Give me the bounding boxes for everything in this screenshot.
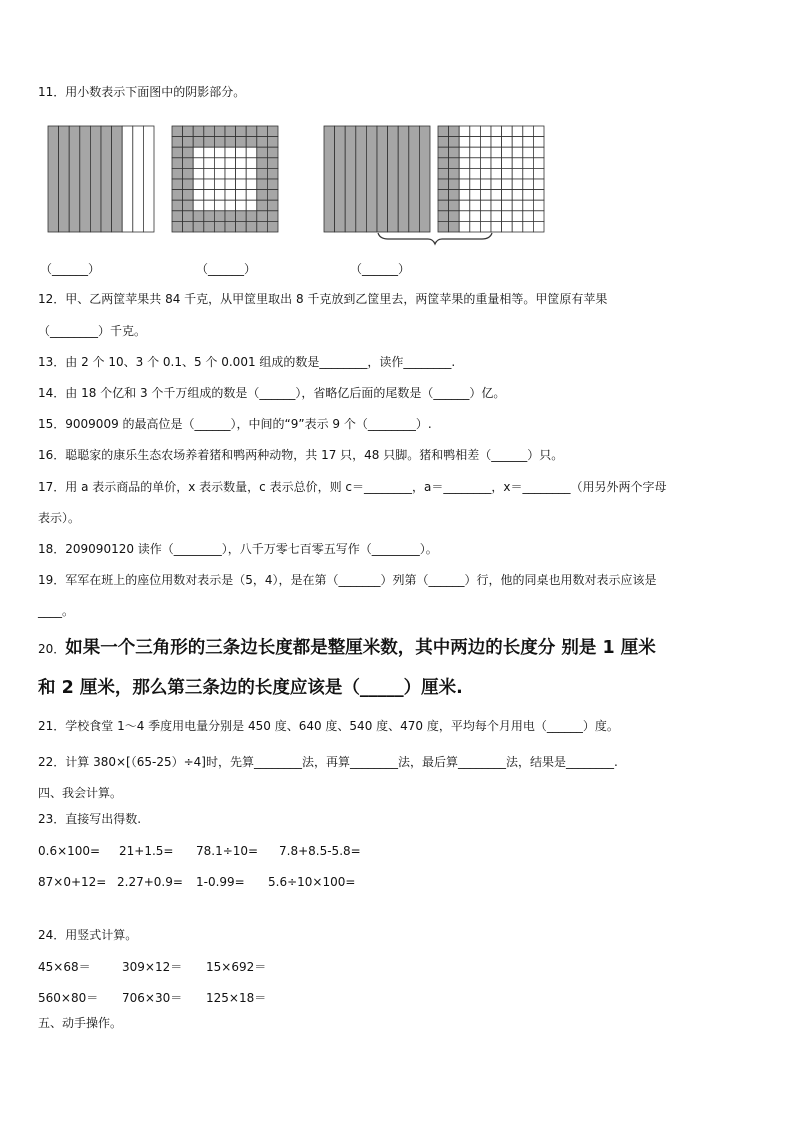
grid-cell <box>193 179 204 190</box>
grid-cell <box>236 221 247 232</box>
grid-cell <box>491 221 502 232</box>
q18-text: 18．209090120 读作（________），八千万零七百零五写作（________）。 <box>38 542 438 556</box>
figure-hundred-grid-1 <box>172 126 278 232</box>
grid-cell <box>512 168 523 179</box>
grid-cell <box>225 190 236 201</box>
grid-cell <box>533 158 544 169</box>
grid-cell <box>193 211 204 222</box>
grid-cell <box>225 179 236 190</box>
grid-cell <box>533 190 544 201</box>
grid-cell <box>502 211 513 222</box>
grid-cell <box>459 179 470 190</box>
grid-cell <box>470 126 481 137</box>
grid-cell <box>523 126 534 137</box>
grid-cell <box>480 158 491 169</box>
grid-cell <box>523 158 534 169</box>
q20-line2: 和 2 厘米，那么第三条边的长度应该是（_____）厘米. <box>38 678 463 698</box>
grid-cell <box>523 221 534 232</box>
grid-cell <box>225 211 236 222</box>
grid-cell <box>512 190 523 201</box>
brace-icon <box>378 233 492 244</box>
grid-cell <box>470 221 481 232</box>
grid-cell <box>470 200 481 211</box>
grid-cell <box>183 221 194 232</box>
grid-cell <box>533 137 544 148</box>
grid-cell <box>257 126 268 137</box>
grid-cell <box>225 158 236 169</box>
grid-cell <box>257 158 268 169</box>
strip-cell <box>419 126 430 232</box>
grid-cell <box>449 137 460 148</box>
grid-cell <box>267 147 278 158</box>
q15-text: 15．9009009 的最高位是（______），中间的“9”表示 9 个（________）. <box>38 417 432 431</box>
grid-cell <box>480 168 491 179</box>
grid-cell <box>193 200 204 211</box>
grid-cell <box>491 137 502 148</box>
grid-cell <box>225 200 236 211</box>
grid-cell <box>204 211 215 222</box>
q23-r1-c2: 21+1.5= <box>119 844 174 858</box>
strip-cell <box>345 126 356 232</box>
grid-cell <box>470 211 481 222</box>
q17-line2: 表示）。 <box>38 511 81 525</box>
grid-cell <box>193 137 204 148</box>
grid-cell <box>204 168 215 179</box>
strip-cell <box>133 126 144 232</box>
figure-column-strips-2 <box>324 126 430 232</box>
grid-cell <box>214 168 225 179</box>
grid-cell <box>470 147 481 158</box>
grid-cell <box>533 179 544 190</box>
grid-cell <box>502 147 513 158</box>
strip-cell <box>101 126 112 232</box>
grid-cell <box>246 147 257 158</box>
grid-cell <box>204 190 215 201</box>
strip-cell <box>59 126 70 232</box>
grid-cell <box>246 179 257 190</box>
grid-cell <box>512 126 523 137</box>
grid-cell <box>246 221 257 232</box>
q16-text: 16．聪聪家的康乐生态农场养着猪和鸭两种动物，共 17 只，48 只脚。猪和鸭相差（______）只。 <box>38 448 564 462</box>
grid-cell <box>459 211 470 222</box>
q24-r2-c2: 706×30＝ <box>122 991 183 1005</box>
q19-line1: 19．军军在班上的座位用数对表示是（5，4），是在第（_______）列第（______）行，他的同桌也用数对表示应该是 <box>38 573 657 587</box>
q24-r2-c3: 125×18＝ <box>206 991 267 1005</box>
grid-cell <box>533 211 544 222</box>
q20-number: 20． <box>38 642 66 656</box>
grid-cell <box>183 147 194 158</box>
q13-text: 13．由 2 个 10、3 个 0.1、5 个 0.001 组成的数是________，读作________. <box>38 355 456 369</box>
grid-cell <box>438 211 449 222</box>
q23-r1-c4: 7.8+8.5-5.8= <box>279 844 361 858</box>
q20-text-1: 如果一个三角形的三条边长度都是整厘米数，其中两边的长度分 别是 1 厘米 <box>65 638 656 658</box>
grid-cell <box>470 179 481 190</box>
grid-cell <box>214 147 225 158</box>
grid-cell <box>193 221 204 232</box>
q17-line1: 17．用 a 表示商品的单价，x 表示数量，c 表示总价，则 c＝________，a＝________，x＝________（用另外两个字母 <box>38 480 667 494</box>
grid-cell <box>183 200 194 211</box>
grid-cell <box>267 211 278 222</box>
grid-cell <box>502 200 513 211</box>
q24-text: 24．用竖式计算。 <box>38 928 138 942</box>
grid-cell <box>204 147 215 158</box>
grid-cell <box>204 126 215 137</box>
strip-cell <box>409 126 420 232</box>
grid-cell <box>236 158 247 169</box>
grid-cell <box>267 190 278 201</box>
grid-cell <box>246 158 257 169</box>
q22-text: 22．计算 380×[（65-25）÷4]时，先算________法，再算________法，最后算________法，结果是________. <box>38 755 618 769</box>
grid-cell <box>438 168 449 179</box>
grid-cell <box>267 179 278 190</box>
grid-cell <box>172 126 183 137</box>
strip-cell <box>377 126 388 232</box>
grid-cell <box>214 190 225 201</box>
grid-cell <box>449 179 460 190</box>
grid-cell <box>438 147 449 158</box>
grid-cell <box>491 168 502 179</box>
grid-cell <box>502 179 513 190</box>
grid-cell <box>172 211 183 222</box>
grid-cell <box>183 158 194 169</box>
grid-cell <box>470 158 481 169</box>
section-5-title: 五、动手操作。 <box>38 1016 123 1030</box>
grid-cell <box>193 168 204 179</box>
q14-text: 14．由 18 个亿和 3 个千万组成的数是（______），省略亿后面的尾数是（______）亿。 <box>38 386 506 400</box>
grid-cell <box>449 190 460 201</box>
strip-cell <box>356 126 367 232</box>
grid-cell <box>267 168 278 179</box>
grid-cell <box>438 200 449 211</box>
q11-blank-3: （______） <box>350 262 411 276</box>
grid-cell <box>225 126 236 137</box>
grid-cell <box>214 126 225 137</box>
grid-cell <box>459 168 470 179</box>
grid-cell <box>512 137 523 148</box>
grid-cell <box>512 179 523 190</box>
grid-cell <box>449 126 460 137</box>
strip-cell <box>143 126 154 232</box>
grid-cell <box>246 211 257 222</box>
grid-cell <box>523 179 534 190</box>
grid-cell <box>459 137 470 148</box>
q11-blank-2: （______） <box>196 262 257 276</box>
grid-cell <box>204 200 215 211</box>
grid-cell <box>491 190 502 201</box>
grid-cell <box>183 179 194 190</box>
q23-r1-c1: 0.6×100= <box>38 844 101 858</box>
q23-r2-c3: 1-0.99= <box>196 875 245 889</box>
grid-cell <box>480 137 491 148</box>
grid-cell <box>257 221 268 232</box>
grid-cell <box>214 221 225 232</box>
grid-cell <box>193 126 204 137</box>
grid-cell <box>512 158 523 169</box>
grid-cell <box>480 126 491 137</box>
grid-cell <box>449 211 460 222</box>
strip-cell <box>69 126 80 232</box>
grid-cell <box>214 200 225 211</box>
q12-line2: （________）千克。 <box>38 324 147 338</box>
grid-cell <box>512 211 523 222</box>
grid-cell <box>533 200 544 211</box>
q20-line1 <box>38 637 656 659</box>
grid-cell <box>449 147 460 158</box>
grid-cell <box>246 190 257 201</box>
q24-r2-c1: 560×80＝ <box>38 991 99 1005</box>
grid-cell <box>523 211 534 222</box>
q24-r1-c1: 45×68＝ <box>38 960 91 974</box>
grid-cell <box>225 137 236 148</box>
grid-cell <box>438 137 449 148</box>
grid-cell <box>480 221 491 232</box>
grid-cell <box>225 147 236 158</box>
figure-column-strips-1 <box>48 126 154 232</box>
grid-cell <box>236 137 247 148</box>
grid-cell <box>502 158 513 169</box>
q24-r1-c2: 309×12＝ <box>122 960 183 974</box>
grid-cell <box>193 147 204 158</box>
grid-cell <box>438 190 449 201</box>
grid-cell <box>204 179 215 190</box>
grid-cell <box>193 158 204 169</box>
q23-r2-c1: 87×0+12= <box>38 875 107 889</box>
grid-cell <box>502 126 513 137</box>
q23-r2-c4: 5.6÷10×100= <box>268 875 356 889</box>
grid-cell <box>470 190 481 201</box>
grid-cell <box>257 179 268 190</box>
grid-cell <box>449 168 460 179</box>
grid-cell <box>459 147 470 158</box>
grid-cell <box>502 137 513 148</box>
grid-cell <box>246 200 257 211</box>
grid-cell <box>236 179 247 190</box>
grid-cell <box>533 221 544 232</box>
strip-cell <box>366 126 377 232</box>
grid-cell <box>523 190 534 201</box>
strip-cell <box>122 126 133 232</box>
grid-cell <box>225 221 236 232</box>
grid-cell <box>236 200 247 211</box>
grid-cell <box>172 221 183 232</box>
grid-cell <box>502 221 513 232</box>
grid-cell <box>480 211 491 222</box>
grid-cell <box>533 126 544 137</box>
q23-text: 23．直接写出得数. <box>38 812 142 826</box>
figure-hundred-grid-2 <box>438 126 544 232</box>
grid-cell <box>449 158 460 169</box>
grid-cell <box>533 168 544 179</box>
grid-cell <box>214 137 225 148</box>
grid-cell <box>236 147 247 158</box>
grid-cell <box>459 190 470 201</box>
q11-text: 11．用小数表示下面图中的阴影部分。 <box>38 85 246 99</box>
q11-blank-1: （______） <box>40 262 101 276</box>
grid-cell <box>172 168 183 179</box>
grid-cell <box>459 200 470 211</box>
q21-text: 21．学校食堂 1～4 季度用电量分别是 450 度、640 度、540 度、470 度，平均每个月用电（______）度。 <box>38 719 619 733</box>
grid-cell <box>183 168 194 179</box>
strip-cell <box>112 126 123 232</box>
grid-cell <box>438 221 449 232</box>
grid-cell <box>214 211 225 222</box>
grid-cell <box>438 126 449 137</box>
grid-cell <box>183 190 194 201</box>
q24-r1-c3: 15×692＝ <box>206 960 267 974</box>
grid-cell <box>183 211 194 222</box>
grid-cell <box>236 126 247 137</box>
section-4-title: 四、我会计算。 <box>38 786 123 800</box>
grid-cell <box>204 158 215 169</box>
strip-cell <box>398 126 409 232</box>
grid-cell <box>257 137 268 148</box>
grid-cell <box>257 168 268 179</box>
grid-cell <box>438 179 449 190</box>
grid-cell <box>449 221 460 232</box>
grid-cell <box>257 190 268 201</box>
grid-cell <box>183 137 194 148</box>
grid-cell <box>533 147 544 158</box>
grid-cell <box>502 168 513 179</box>
q12-line1: 12．甲、乙两筐苹果共 84 千克，从甲筐里取出 8 千克放到乙筐里去，两筐苹果的重量相等。甲筐原有苹果 <box>38 292 608 306</box>
grid-cell <box>214 179 225 190</box>
grid-cell <box>204 137 215 148</box>
grid-cell <box>246 137 257 148</box>
grid-cell <box>480 147 491 158</box>
q11-figures <box>0 0 794 260</box>
grid-cell <box>491 158 502 169</box>
grid-cell <box>491 147 502 158</box>
grid-cell <box>267 126 278 137</box>
grid-cell <box>172 158 183 169</box>
q23-r1-c3: 78.1÷10= <box>196 844 259 858</box>
grid-cell <box>172 137 183 148</box>
q23-r2-c2: 2.27+0.9= <box>117 875 183 889</box>
grid-cell <box>459 126 470 137</box>
grid-cell <box>523 168 534 179</box>
strip-cell <box>335 126 346 232</box>
grid-cell <box>267 221 278 232</box>
grid-cell <box>491 211 502 222</box>
grid-cell <box>257 200 268 211</box>
grid-cell <box>502 190 513 201</box>
grid-cell <box>512 200 523 211</box>
q19-line2: ____。 <box>38 604 75 618</box>
grid-cell <box>236 168 247 179</box>
strip-cell <box>48 126 59 232</box>
grid-cell <box>523 137 534 148</box>
grid-cell <box>480 190 491 201</box>
grid-cell <box>449 200 460 211</box>
grid-cell <box>214 158 225 169</box>
grid-cell <box>267 200 278 211</box>
strip-cell <box>80 126 91 232</box>
grid-cell <box>267 158 278 169</box>
strip-cell <box>388 126 399 232</box>
grid-cell <box>267 137 278 148</box>
grid-cell <box>480 200 491 211</box>
grid-cell <box>236 190 247 201</box>
grid-cell <box>438 158 449 169</box>
grid-cell <box>172 200 183 211</box>
strip-cell <box>90 126 101 232</box>
grid-cell <box>183 126 194 137</box>
grid-cell <box>523 200 534 211</box>
grid-cell <box>523 147 534 158</box>
grid-cell <box>491 179 502 190</box>
grid-cell <box>204 221 215 232</box>
grid-cell <box>257 147 268 158</box>
grid-cell <box>246 126 257 137</box>
grid-cell <box>193 190 204 201</box>
grid-cell <box>236 211 247 222</box>
strip-cell <box>324 126 335 232</box>
grid-cell <box>491 200 502 211</box>
grid-cell <box>459 158 470 169</box>
grid-cell <box>172 190 183 201</box>
grid-cell <box>470 168 481 179</box>
grid-cell <box>172 179 183 190</box>
grid-cell <box>459 221 470 232</box>
grid-cell <box>480 179 491 190</box>
grid-cell <box>172 147 183 158</box>
grid-cell <box>491 126 502 137</box>
grid-cell <box>257 211 268 222</box>
grid-cell <box>225 168 236 179</box>
grid-cell <box>246 168 257 179</box>
grid-cell <box>470 137 481 148</box>
grid-cell <box>512 147 523 158</box>
grid-cell <box>512 221 523 232</box>
